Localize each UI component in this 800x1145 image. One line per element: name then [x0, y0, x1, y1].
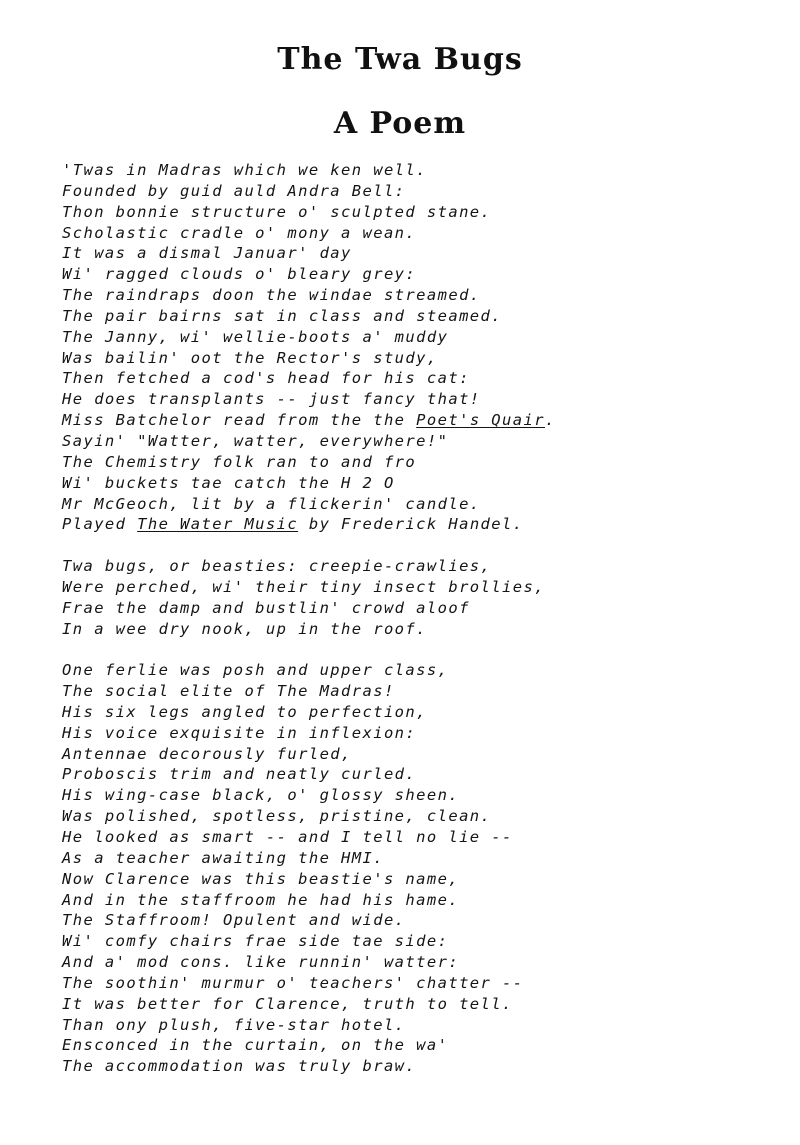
poem-line: The Staffroom! Opulent and wide. — [62, 911, 406, 930]
poem-line — [62, 514, 782, 535]
page-subtitle: A Poem — [333, 106, 467, 141]
poem-line: The accommodation was truly braw. — [62, 1057, 417, 1076]
poem-line: It was a dismal Januar' day — [62, 244, 352, 263]
poem-line: His wing-case black, o' glossy sheen. — [62, 786, 460, 805]
poem-line: Now Clarence was this beastie's name, — [62, 869, 460, 888]
poem-line: Then fetched a cod's head for his cat: — [62, 369, 470, 388]
poem-line — [62, 410, 782, 431]
poem-line-text: Miss Batchelor read from the the — [62, 411, 417, 430]
poem-line: Wi' ragged clouds o' bleary grey: — [62, 265, 417, 284]
poem-line: The social elite of The Madras! — [62, 682, 395, 701]
music-title-underlined: The Water Music — [137, 515, 299, 534]
poem-line: Antennae decorously furled, — [62, 744, 352, 763]
poem-line: Proboscis trim and neatly curled. — [62, 765, 417, 784]
poem-line-text: by Frederick Handel. — [298, 515, 524, 534]
poem-line: Was bailin' oot the Rector's study, — [62, 348, 438, 367]
book-title-underlined: Poet's Quair — [416, 411, 545, 430]
poem-line: Thon bonnie structure o' sculpted stane. — [62, 202, 492, 221]
poem-body — [62, 160, 782, 1098]
poem-line: Were perched, wi' their tiny insect brollies, — [62, 577, 545, 596]
poem-line: His six legs angled to perfection, — [62, 702, 427, 721]
stanza-1 — [62, 160, 782, 535]
poem-line: The Janny, wi' wellie-boots a' muddy — [62, 327, 449, 346]
poem-line: Wi' buckets tae catch the H 2 O — [62, 473, 395, 492]
poem-line: Frae the damp and bustlin' crowd aloof — [62, 598, 470, 617]
poem-line: Was polished, spotless, pristine, clean. — [62, 807, 492, 826]
poem-line: Wi' comfy chairs frae side tae side: — [62, 932, 449, 951]
poem-line: Sayin' "Watter, watter, everywhere!" — [62, 431, 449, 450]
poem-line: Twa bugs, or beasties: creepie-crawlies, — [62, 557, 492, 576]
page-title: The Twa Bugs — [277, 42, 523, 77]
poem-line: Scholastic cradle o' mony a wean. — [62, 223, 417, 242]
poem-line: The Chemistry folk ran to and fro — [62, 452, 417, 471]
poem-line: He does transplants -- just fancy that! — [62, 390, 481, 409]
poem-line: The soothin' murmur o' teachers' chatter -- — [62, 973, 524, 992]
poem-line: Founded by guid auld Andra Bell: — [62, 181, 406, 200]
stanza-2 — [62, 556, 782, 639]
poem-line: And in the staffroom he had his hame. — [62, 890, 460, 909]
poem-line-text: . — [544, 411, 556, 430]
poem-line-text: Played — [62, 515, 138, 534]
poem-line: Than ony plush, five-star hotel. — [62, 1015, 406, 1034]
poem-line: The raindraps doon the windae streamed. — [62, 286, 481, 305]
poem-line: It was better for Clarence, truth to tell. — [62, 994, 513, 1013]
poem-line: And a' mod cons. like runnin' watter: — [62, 953, 460, 972]
poem-line: He looked as smart -- and I tell no lie -- — [62, 828, 513, 846]
poem-line: Ensconced in the curtain, on the wa' — [62, 1036, 449, 1055]
poem-line: The pair bairns sat in class and steamed. — [62, 306, 503, 325]
poem-line: Mr McGeoch, lit by a flickerin' candle. — [62, 494, 481, 513]
poem-line: One ferlie was posh and upper class, — [62, 661, 449, 680]
poem-line: As a teacher awaiting the HMI. — [62, 848, 384, 867]
poem-line: His voice exquisite in inflexion: — [62, 723, 417, 742]
poem-line: In a wee dry nook, up in the roof. — [62, 619, 427, 638]
stanza-3 — [62, 660, 782, 1077]
poem-line: 'Twas in Madras which we ken well. — [62, 161, 427, 179]
